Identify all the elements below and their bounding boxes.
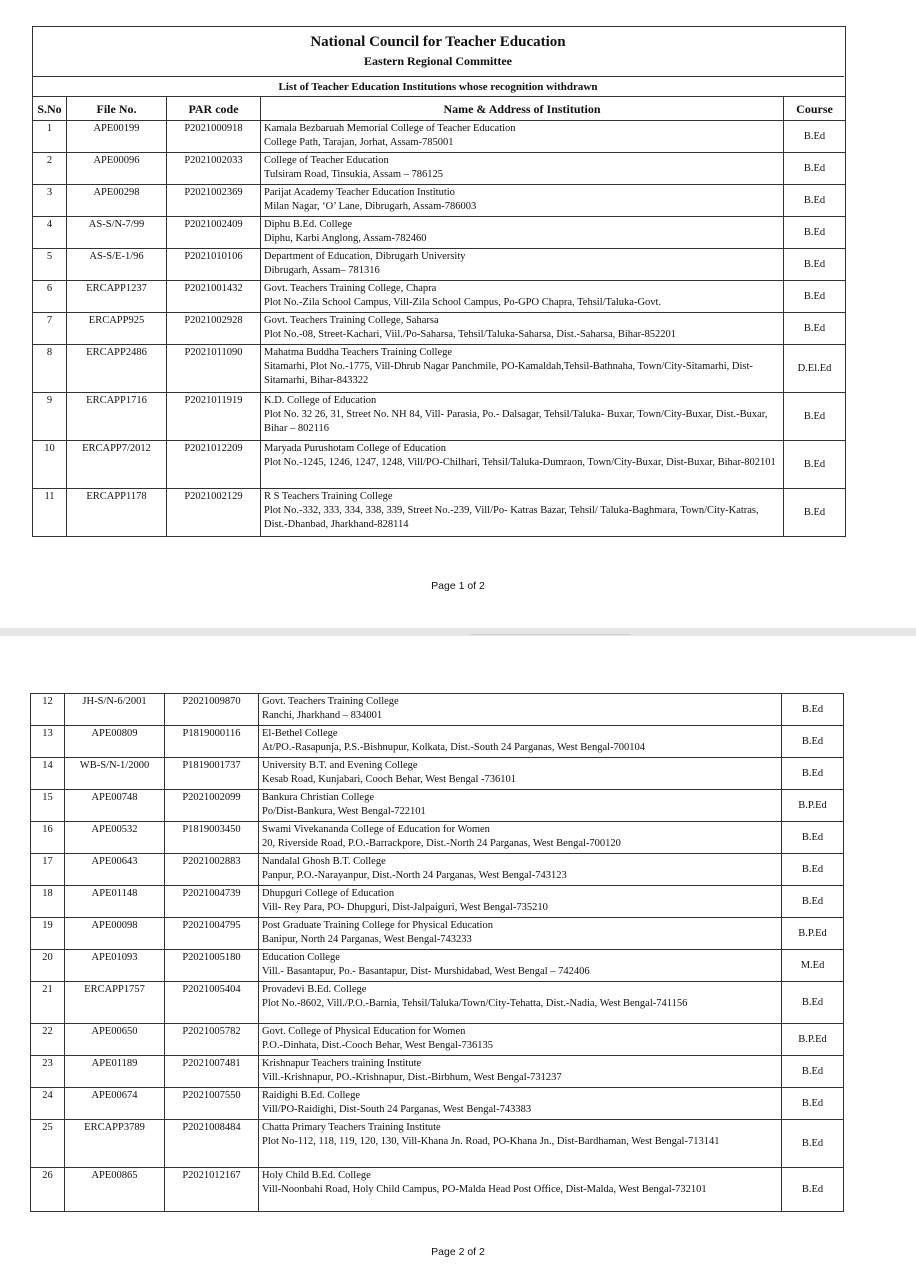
table-row <box>31 790 844 822</box>
institution-name: Govt. Teachers Training College <box>262 696 399 707</box>
row-file-no: APE00674 <box>65 1088 165 1120</box>
row-file-no: APE00748 <box>65 790 165 822</box>
row-sno: 13 <box>31 726 65 758</box>
row-name-address <box>261 153 784 185</box>
row-sno: 8 <box>33 345 67 393</box>
row-file-no: APE00298 <box>67 185 167 217</box>
row-name-address <box>259 1024 782 1056</box>
row-par-code: P2021002369 <box>167 185 261 217</box>
institution-name: University B.T. and Evening College <box>262 760 418 771</box>
row-par-code: P2021009870 <box>165 694 259 726</box>
row-course: B.Ed <box>784 185 846 217</box>
row-sno: 11 <box>33 489 67 537</box>
row-course: B.Ed <box>782 822 844 854</box>
row-name-address <box>259 854 782 886</box>
row-course: B.Ed <box>782 854 844 886</box>
institution-address: Plot No-112, 118, 119, 120, 130, Vill-Khana Jn. Road, PO-Khana Jn., Dist-Bardhaman, West Bengal-713141 <box>262 1136 720 1147</box>
institutions-table-page-1 <box>32 96 846 537</box>
row-course: B.Ed <box>784 441 846 489</box>
institution-name: Govt. Teachers Training College, Chapra <box>264 283 437 294</box>
table-row <box>33 121 846 153</box>
organization-title: National Council for Teacher Education <box>310 34 566 50</box>
row-sno: 19 <box>31 918 65 950</box>
institution-name: Parijat Academy Teacher Education Institutio <box>264 187 455 198</box>
institution-name: Education College <box>262 952 340 963</box>
document-page-1 <box>0 0 916 628</box>
institution-address: Vill.-Krishnapur, PO.-Krishnapur, Dist.-Birbhum, West Bengal-731237 <box>262 1072 562 1083</box>
row-sno: 22 <box>31 1024 65 1056</box>
row-name-address <box>259 886 782 918</box>
row-sno: 25 <box>31 1120 65 1168</box>
row-par-code: P2021002409 <box>167 217 261 249</box>
row-course: B.Ed <box>784 281 846 313</box>
institution-address: Milan Nagar, ‘O’ Lane, Dibrugarh, Assam-786003 <box>264 201 477 212</box>
header-course: Course <box>784 97 846 121</box>
row-name-address <box>261 489 784 537</box>
row-course: B.Ed <box>782 726 844 758</box>
row-par-code: P2021002129 <box>167 489 261 537</box>
table-header-row <box>33 97 846 121</box>
row-course: B.P.Ed <box>782 918 844 950</box>
row-course: B.Ed <box>782 1056 844 1088</box>
row-course: B.Ed <box>784 217 846 249</box>
row-par-code: P1819001737 <box>165 758 259 790</box>
row-course: B.Ed <box>782 694 844 726</box>
row-sno: 12 <box>31 694 65 726</box>
row-sno: 24 <box>31 1088 65 1120</box>
institution-name: K.D. College of Education <box>264 395 377 406</box>
row-sno: 9 <box>33 393 67 441</box>
institution-address: Vill/PO-Raidighi, Dist-South 24 Parganas, West Bengal-743383 <box>262 1104 532 1115</box>
table-row <box>33 281 846 313</box>
row-par-code: P2021002033 <box>167 153 261 185</box>
table-row <box>31 1120 844 1168</box>
row-sno: 1 <box>33 121 67 153</box>
header-name-address: Name & Address of Institution <box>261 97 784 121</box>
table-row <box>31 1168 844 1212</box>
row-par-code: P2021004739 <box>165 886 259 918</box>
row-file-no: JH-S/N-6/2001 <box>65 694 165 726</box>
institution-name: Post Graduate Training College for Physical Education <box>262 920 493 931</box>
row-file-no: APE00096 <box>67 153 167 185</box>
institution-address: 20, Riverside Road, P.O.-Barrackpore, Dist.-North 24 Parganas, West Bengal-700120 <box>262 838 621 849</box>
list-title: List of Teacher Education Institutions whose recognition withdrawn <box>32 76 844 97</box>
row-sno: 4 <box>33 217 67 249</box>
table-row <box>33 345 846 393</box>
institution-name: Chatta Primary Teachers Training Institute <box>262 1122 441 1133</box>
row-par-code: P2021011919 <box>167 393 261 441</box>
row-file-no: WB-S/N-1/2000 <box>65 758 165 790</box>
row-course: B.Ed <box>782 1168 844 1212</box>
row-par-code: P2021002099 <box>165 790 259 822</box>
institution-address: Sitamarhi, Plot No.-1775, Vill-Dhrub Nagar Panchmile, PO-Kamaldah,Tehsil-Bathnaha, Town/City-Sitamarhi, Dist-Sitamarhi, Bihar-843322 <box>264 361 753 386</box>
table-row <box>31 1088 844 1120</box>
row-name-address <box>259 726 782 758</box>
table-row <box>31 918 844 950</box>
row-par-code: P2021007550 <box>165 1088 259 1120</box>
row-file-no: APE00809 <box>65 726 165 758</box>
header-sno: S.No <box>33 97 67 121</box>
page-separator-line <box>470 634 630 635</box>
institution-name: College of Teacher Education <box>264 155 389 166</box>
page-separator <box>0 628 916 636</box>
table-row <box>31 854 844 886</box>
row-course: B.Ed <box>782 758 844 790</box>
row-name-address <box>259 1168 782 1212</box>
institution-address: Plot No.-8602, Vill./P.O.-Barnia, Tehsil/Taluka/Town/City-Tehatta, Dist.-Nadia, West Bengal-741156 <box>262 998 688 1009</box>
row-sno: 15 <box>31 790 65 822</box>
row-file-no: APE01148 <box>65 886 165 918</box>
row-course: B.Ed <box>782 1088 844 1120</box>
institution-address: College Path, Tarajan, Jorhat, Assam-785001 <box>264 137 454 148</box>
institution-address: Vill-Noonbahi Road, Holy Child Campus, PO-Malda Head Post Office, Dist-Malda, West Bengal-732101 <box>262 1184 707 1195</box>
institution-name: Kamala Bezbaruah Memorial College of Teacher Education <box>264 123 516 134</box>
row-course: B.P.Ed <box>782 1024 844 1056</box>
row-file-no: APE00643 <box>65 854 165 886</box>
row-file-no: ERCAPP925 <box>67 313 167 345</box>
institution-address: Vill- Rey Para, PO- Dhupguri, Dist-Jalpaiguri, West Bengal-735210 <box>262 902 548 913</box>
row-name-address <box>259 918 782 950</box>
table-row <box>33 185 846 217</box>
row-file-no: ERCAPP7/2012 <box>67 441 167 489</box>
row-file-no: AS-S/N-7/99 <box>67 217 167 249</box>
page-number-2: Page 2 of 2 <box>431 1246 485 1258</box>
row-course: B.Ed <box>784 313 846 345</box>
row-name-address <box>261 185 784 217</box>
institution-name: Nandalal Ghosh B.T. College <box>262 856 386 867</box>
row-sno: 26 <box>31 1168 65 1212</box>
table-row <box>31 950 844 982</box>
row-sno: 14 <box>31 758 65 790</box>
row-sno: 5 <box>33 249 67 281</box>
table-row <box>33 313 846 345</box>
institution-address: Kesab Road, Kunjabari, Cooch Behar, West Bengal -736101 <box>262 774 516 785</box>
row-course: B.Ed <box>782 1120 844 1168</box>
table-row <box>33 489 846 537</box>
row-course: B.Ed <box>784 121 846 153</box>
committee-title: Eastern Regional Committee <box>364 54 512 68</box>
row-par-code: P2021005180 <box>165 950 259 982</box>
row-file-no: APE00532 <box>65 822 165 854</box>
row-par-code: P2021012167 <box>165 1168 259 1212</box>
row-name-address <box>259 950 782 982</box>
table-row <box>31 1056 844 1088</box>
table-row <box>33 393 846 441</box>
row-name-address <box>261 393 784 441</box>
row-name-address <box>261 217 784 249</box>
institution-address: Plot No.-08, Street-Kachari, Viil./Po-Saharsa, Tehsil/Taluka-Saharsa, Dist.-Saharsa, Bihar-852201 <box>264 329 676 340</box>
row-par-code: P2021002883 <box>165 854 259 886</box>
institution-name: Swami Vivekananda College of Education for Women <box>262 824 490 835</box>
institution-address: P.O.-Dinhata, Dist.-Cooch Behar, West Bengal-736135 <box>262 1040 493 1051</box>
row-file-no: APE00650 <box>65 1024 165 1056</box>
row-sno: 23 <box>31 1056 65 1088</box>
row-sno: 16 <box>31 822 65 854</box>
row-name-address <box>259 790 782 822</box>
row-course: B.Ed <box>784 153 846 185</box>
row-name-address <box>261 121 784 153</box>
row-sno: 21 <box>31 982 65 1024</box>
row-sno: 20 <box>31 950 65 982</box>
table-row <box>31 1024 844 1056</box>
row-par-code: P1819003450 <box>165 822 259 854</box>
institution-name: Maryada Purushotam College of Education <box>264 443 446 454</box>
row-file-no: APE00098 <box>65 918 165 950</box>
row-name-address <box>259 1056 782 1088</box>
institution-name: Mahatma Buddha Teachers Training College <box>264 347 453 358</box>
header-par-code: PAR code <box>167 97 261 121</box>
institution-name: Raidighi B.Ed. College <box>262 1090 360 1101</box>
row-sno: 17 <box>31 854 65 886</box>
institution-name: R S Teachers Training College <box>264 491 393 502</box>
row-name-address <box>259 1088 782 1120</box>
institution-address: Ranchi, Jharkhand – 834001 <box>262 710 383 721</box>
row-file-no: APE00865 <box>65 1168 165 1212</box>
institution-address: Plot No.-Zila School Campus, Vill-Zila School Campus, Po-GPO Chapra, Tehsil/Taluka-Govt. <box>264 297 662 308</box>
row-name-address <box>261 313 784 345</box>
row-name-address <box>259 1120 782 1168</box>
institution-name: Diphu B.Ed. College <box>264 219 353 230</box>
row-course: B.Ed <box>782 886 844 918</box>
row-course: B.Ed <box>784 249 846 281</box>
row-par-code: P1819000116 <box>165 726 259 758</box>
row-sno: 6 <box>33 281 67 313</box>
institution-address: Panpur, P.O.-Narayanpur, Dist.-North 24 Parganas, West Bengal-743123 <box>262 870 567 881</box>
row-file-no: APE00199 <box>67 121 167 153</box>
institution-address: Diphu, Karbi Anglong, Assam-782460 <box>264 233 427 244</box>
table-row <box>31 822 844 854</box>
row-par-code: P2021007481 <box>165 1056 259 1088</box>
row-file-no: AS-S/E-1/96 <box>67 249 167 281</box>
institution-address: Banipur, North 24 Parganas, West Bengal-743233 <box>262 934 472 945</box>
row-name-address <box>261 249 784 281</box>
row-name-address <box>259 694 782 726</box>
row-course: M.Ed <box>782 950 844 982</box>
institution-address: Dibrugarh, Assam– 781316 <box>264 265 380 276</box>
row-file-no: APE01189 <box>65 1056 165 1088</box>
institution-name: Bankura Christian College <box>262 792 374 803</box>
institution-address: Vill.- Basantapur, Po.- Basantapur, Dist- Murshidabad, West Bengal – 742406 <box>262 966 590 977</box>
row-course: D.El.Ed <box>784 345 846 393</box>
row-par-code: P2021010106 <box>167 249 261 281</box>
row-file-no: APE01093 <box>65 950 165 982</box>
row-par-code: P2021004795 <box>165 918 259 950</box>
row-file-no: ERCAPP1757 <box>65 982 165 1024</box>
table-row <box>33 217 846 249</box>
row-name-address <box>259 982 782 1024</box>
table-row <box>31 726 844 758</box>
row-course: B.Ed <box>784 393 846 441</box>
institutions-table-page-2 <box>30 693 844 1212</box>
institution-address: At/PO.-Rasapunja, P.S.-Bishnupur, Kolkata, Dist.-South 24 Parganas, West Bengal-700104 <box>262 742 646 753</box>
row-course: B.Ed <box>784 489 846 537</box>
row-file-no: ERCAPP3789 <box>65 1120 165 1168</box>
row-name-address <box>259 758 782 790</box>
table-row <box>31 982 844 1024</box>
page-number-1: Page 1 of 2 <box>431 580 485 592</box>
table-row <box>31 886 844 918</box>
row-par-code: P2021012209 <box>167 441 261 489</box>
row-file-no: ERCAPP2486 <box>67 345 167 393</box>
institution-address: Plot No.-1245, 1246, 1247, 1248, Vill/PO-Chilhari, Tehsil/Taluka-Dumraon, Town/City-Buxar, Dist-Buxar, Bihar-802101 <box>264 457 776 468</box>
institution-name: Dhupguri College of Education <box>262 888 395 899</box>
institution-name: Department of Education, Dibrugarh University <box>264 251 466 262</box>
table-row <box>31 758 844 790</box>
row-course: B.Ed <box>782 982 844 1024</box>
table-row <box>33 441 846 489</box>
row-sno: 10 <box>33 441 67 489</box>
table-row <box>33 153 846 185</box>
institution-address: Tulsiram Road, Tinsukia, Assam – 786125 <box>264 169 444 180</box>
institution-address: Plot No.-332, 333, 334, 338, 339, Street No.-239, Vill/Po- Katras Bazar, Tehsil/ Taluka-Baghmara, Town/City-Katras, Dist.-Dhanbad, Jharkhand-828114 <box>264 505 759 530</box>
row-par-code: P2021008484 <box>165 1120 259 1168</box>
row-course: B.P.Ed <box>782 790 844 822</box>
institution-name: Govt. Teachers Training College, Saharsa <box>264 315 439 326</box>
header-file-no: File No. <box>67 97 167 121</box>
row-file-no: ERCAPP1237 <box>67 281 167 313</box>
institution-name: Krishnapur Teachers training Institute <box>262 1058 422 1069</box>
row-sno: 3 <box>33 185 67 217</box>
row-sno: 18 <box>31 886 65 918</box>
institution-name: El-Bethel College <box>262 728 338 739</box>
row-par-code: P2021005404 <box>165 982 259 1024</box>
institution-address: Plot No. 32 26, 31, Street No. NH 84, Vill- Parasia, Po.- Dalsagar, Tehsil/Taluka- Buxar, Town/City-Buxar, Dist.-Buxar, Bihar – 802116 <box>264 409 768 434</box>
row-sno: 7 <box>33 313 67 345</box>
row-par-code: P2021002928 <box>167 313 261 345</box>
table-row <box>31 694 844 726</box>
row-name-address <box>259 822 782 854</box>
row-name-address <box>261 281 784 313</box>
institution-name: Holy Child B.Ed. College <box>262 1170 371 1181</box>
institution-address: Po/Dist-Bankura, West Bengal-722101 <box>262 806 426 817</box>
institution-name: Govt. College of Physical Education for Women <box>262 1026 466 1037</box>
row-par-code: P2021005782 <box>165 1024 259 1056</box>
row-file-no: ERCAPP1716 <box>67 393 167 441</box>
row-name-address <box>261 441 784 489</box>
row-par-code: P2021001432 <box>167 281 261 313</box>
institution-name: Provadevi B.Ed. College <box>262 984 367 995</box>
row-par-code: P2021011090 <box>167 345 261 393</box>
row-name-address <box>261 345 784 393</box>
table-row <box>33 249 846 281</box>
row-file-no: ERCAPP1178 <box>67 489 167 537</box>
row-sno: 2 <box>33 153 67 185</box>
document-page-2 <box>0 636 916 1280</box>
row-par-code: P2021000918 <box>167 121 261 153</box>
